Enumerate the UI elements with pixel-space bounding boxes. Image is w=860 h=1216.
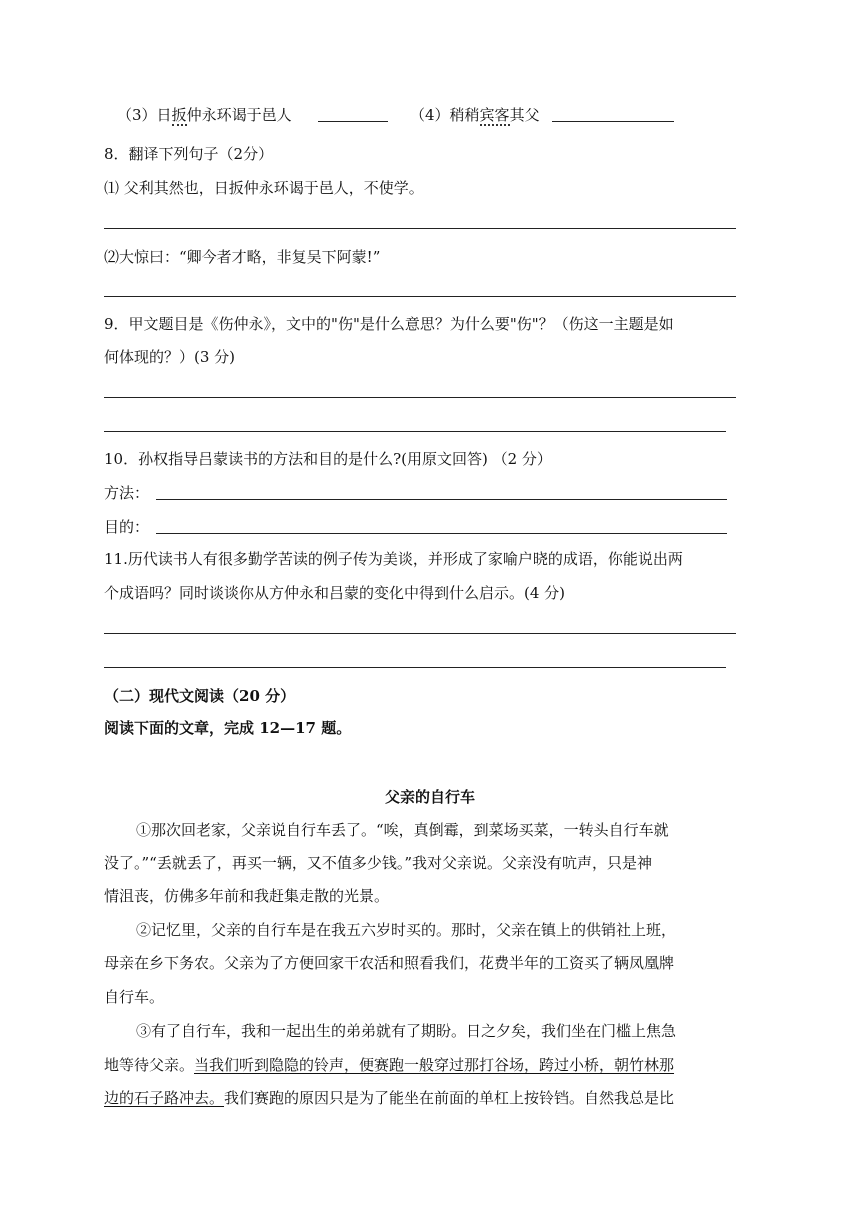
q8-sentence-1: ⑴ 父利其然也，日扳仲永环谒于邑人，不使学。 (104, 179, 424, 197)
section-instruction: 阅读下面的文章，完成 12—17 题。 (104, 719, 352, 737)
q7-item-3 (117, 105, 292, 125)
q9-stem-line-1: 9．甲文题目是《伤仲永》，文中的"伤"是什么意思？为什么要"伤"？（伤这一主题是如 (104, 315, 674, 333)
q8-answer-line-1[interactable] (104, 228, 736, 229)
article-paragraph-1-line-3: 情沮丧，仿佛多年前和我赶集走散的光景。 (104, 887, 390, 905)
article-paragraph-3-line-2 (104, 1055, 674, 1075)
q7-item-4-prefix: （4）稍稍 (410, 106, 480, 124)
section-heading: （二）现代文阅读（20 分） (104, 687, 296, 705)
q10-method-answer-line[interactable] (156, 499, 727, 500)
article-paragraph-1-line-2: 没了。”“丢就丢了，再买一辆，又不值多少钱。”我对父亲说。父亲没有吭声，只是神 (104, 854, 653, 872)
q7-item-3-prefix: （3）日 (117, 106, 172, 124)
q10-method-label: 方法： (104, 484, 150, 502)
article-paragraph-2-line-1: ②记忆里，父亲的自行车是在我五六岁时买的。那时，父亲在镇上的供销社上班， (136, 921, 677, 939)
q7-item-4 (410, 105, 540, 125)
q8-stem: 8．翻译下列句子（2分） (104, 145, 274, 163)
article-paragraph-3-line-3 (104, 1088, 674, 1108)
q10-stem: 10．孙权指导吕蒙读书的方法和目的是什么?(用原文回答) （2 分） (104, 450, 552, 468)
q8-sentence-2: ⑵大惊曰：“卿今者才略，非复吴下阿蒙!” (104, 248, 381, 266)
article-paragraph-3-line-1: ③有了自行车，我和一起出生的弟弟就有了期盼。日之夕矣，我们坐在门槛上焦急 (136, 1022, 677, 1040)
q9-answer-line-2[interactable] (104, 431, 726, 432)
q7-item-4-suffix: 其父 (509, 106, 540, 124)
q7-item-4-answer-line[interactable] (552, 121, 674, 122)
article-underlined-sentence-part-2: 边的石子路冲去。 (104, 1089, 225, 1107)
q11-answer-line-2[interactable] (104, 667, 726, 668)
article-paragraph-1-line-1: ①那次回老家，父亲说自行车丢了。“唉，真倒霉，到菜场买菜，一转头自行车就 (136, 821, 669, 839)
q11-answer-line-1[interactable] (104, 633, 736, 634)
article-underlined-sentence-part-1: 当我们听到隐隐的铃声，便赛跑一般穿过那打谷场，跨过小桥，朝竹林那 (194, 1056, 675, 1074)
article-paragraph-3-line-2-plain: 地等待父亲。 (104, 1056, 195, 1074)
article-title: 父亲的自行车 (384, 788, 475, 806)
q11-stem-line-2: 个成语吗？同时谈谈你从方仲永和吕蒙的变化中得到什么启示。(4 分) (104, 584, 566, 602)
q10-purpose-answer-line[interactable] (156, 533, 727, 534)
q8-answer-line-2[interactable] (104, 296, 736, 297)
q7-item-4-marked-word: 宾客 (479, 106, 510, 124)
q7-item-3-suffix: 仲永环谒于邑人 (186, 106, 292, 124)
article-paragraph-2-line-2: 母亲在乡下务农。父亲为了方便回家干农活和照看我们，花费半年的工资买了辆凤凰牌 (104, 954, 675, 972)
q7-item-3-marked-word: 扳 (171, 106, 187, 124)
article-paragraph-3-line-3-plain: 我们赛跑的原因只是为了能坐在前面的单杠上按铃铛。自然我总是比 (224, 1089, 675, 1107)
article-paragraph-2-line-3: 自行车。 (104, 988, 165, 1006)
q9-stem-line-2: 何体现的？）(3 分) (104, 348, 236, 366)
q7-item-3-answer-line[interactable] (318, 121, 388, 122)
q10-purpose-label: 目的： (104, 518, 150, 536)
q11-stem-line-1: 11.历代读书人有很多勤学苦读的例子传为美谈，并形成了家喻户晓的成语，你能说出两 (104, 550, 683, 568)
q9-answer-line-1[interactable] (104, 397, 736, 398)
